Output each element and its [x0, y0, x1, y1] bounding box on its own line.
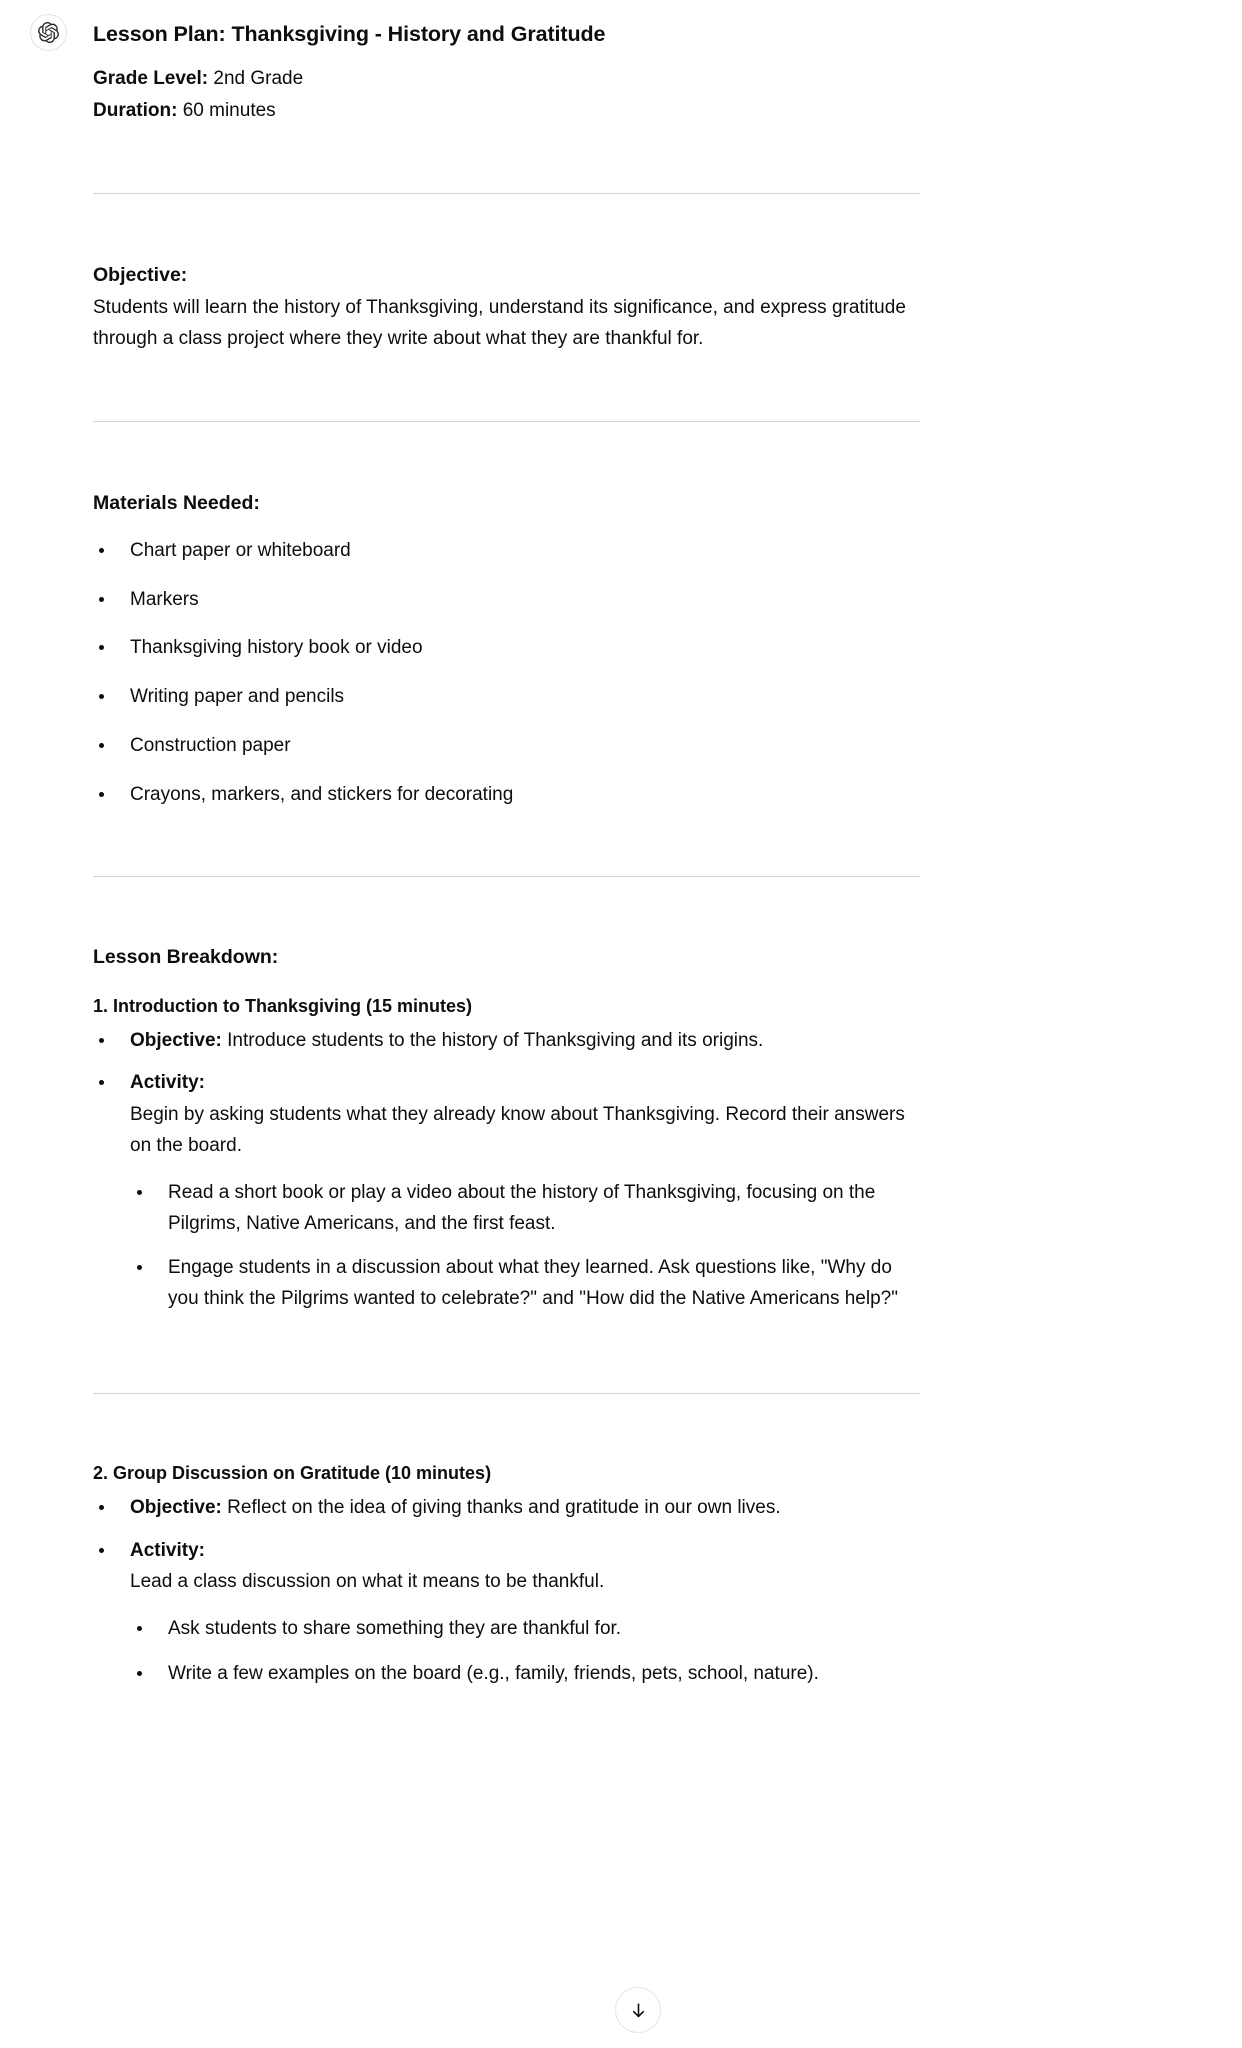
list-item: Thanksgiving history book or video — [93, 633, 920, 664]
arrow-down-icon — [629, 2001, 648, 2020]
assistant-avatar — [30, 14, 67, 51]
spacer — [93, 194, 920, 261]
activity-value: Lead a class discussion on what it means to be thankful. — [130, 1571, 605, 1593]
list-item-objective — [93, 1493, 920, 1524]
list-item: Engage students in a discussion about what they learned. Ask questions like, "Why do you think the Pilgrims wanted to celebrate?" and "How did the Native Americans help?" — [130, 1253, 920, 1315]
breakdown-section-1 — [93, 993, 920, 1315]
spacer — [93, 1394, 920, 1460]
spacer — [93, 126, 920, 193]
objective-value: Reflect on the idea of giving thanks and gratitude in our own lives. — [227, 1496, 781, 1518]
list-item: Write a few examples on the board (e.g., family, friends, pets, school, nature). — [130, 1659, 920, 1690]
lesson-breakdown-section — [93, 943, 920, 1689]
message-content — [93, 18, 920, 1690]
list-item: Writing paper and pencils — [93, 682, 920, 713]
objective-label: Objective: — [130, 1496, 222, 1518]
scroll-to-bottom-button[interactable] — [615, 1987, 661, 2033]
activity-value: Begin by asking students what they already know about Thanksgiving. Record their answers on the board. — [130, 1104, 905, 1156]
materials-section — [93, 488, 920, 811]
list-item: Ask students to share something they are thankful for. — [130, 1614, 920, 1645]
list-item: Markers — [93, 585, 920, 616]
list-item: Chart paper or whiteboard — [93, 536, 920, 567]
list-item-activity — [93, 1068, 920, 1314]
meta-duration-value: 60 minutes — [182, 100, 276, 122]
breakdown-section-2 — [93, 1460, 920, 1690]
list-item-activity — [93, 1536, 920, 1690]
breakdown-section-title: 2. Group Discussion on Gratitude (10 minutes) — [93, 1462, 492, 1483]
objective-label: Objective: — [130, 1029, 222, 1051]
spacer — [93, 877, 920, 943]
meta-duration — [93, 96, 920, 126]
activity-label: Activity: — [130, 1072, 205, 1094]
spacer — [93, 1327, 920, 1393]
activity-label: Activity: — [130, 1539, 205, 1561]
meta-grade-level-label: Grade Level: — [93, 68, 209, 90]
list-item: Construction paper — [93, 731, 920, 762]
openai-logo-icon — [38, 22, 59, 43]
materials-list — [93, 536, 920, 811]
list-item: Crayons, markers, and stickers for decorating — [93, 780, 920, 811]
objective-heading: Objective: — [93, 264, 188, 287]
page-title: Lesson Plan: Thanksgiving - History and Gratitude — [93, 22, 606, 46]
spacer — [93, 355, 920, 421]
meta-duration-label: Duration: — [93, 100, 178, 122]
lesson-breakdown-heading: Lesson Breakdown: — [93, 946, 279, 969]
materials-heading: Materials Needed: — [93, 491, 260, 514]
list-item-objective — [93, 1026, 920, 1057]
meta-grade-level — [93, 64, 920, 94]
objective-value: Introduce students to the history of Thanksgiving and its origins. — [227, 1029, 764, 1051]
list-item: Read a short book or play a video about the history of Thanksgiving, focusing on the Pilgrims, Native Americans, and the first feast. — [130, 1178, 920, 1240]
breakdown-list — [93, 1493, 920, 1690]
meta-grade-level-value: 2nd Grade — [213, 68, 304, 90]
spacer — [93, 422, 920, 488]
activity-sublist — [130, 1178, 920, 1315]
breakdown-list — [93, 1026, 920, 1315]
objective-section — [93, 261, 920, 354]
objective-text: Students will learn the history of Thanksgiving, understand its significance, and express gratitude through a class project where they write about what they are thankful for. — [93, 296, 906, 349]
spacer — [93, 810, 920, 876]
breakdown-section-title: 1. Introduction to Thanksgiving (15 minutes) — [93, 995, 473, 1016]
activity-sublist — [130, 1614, 920, 1690]
